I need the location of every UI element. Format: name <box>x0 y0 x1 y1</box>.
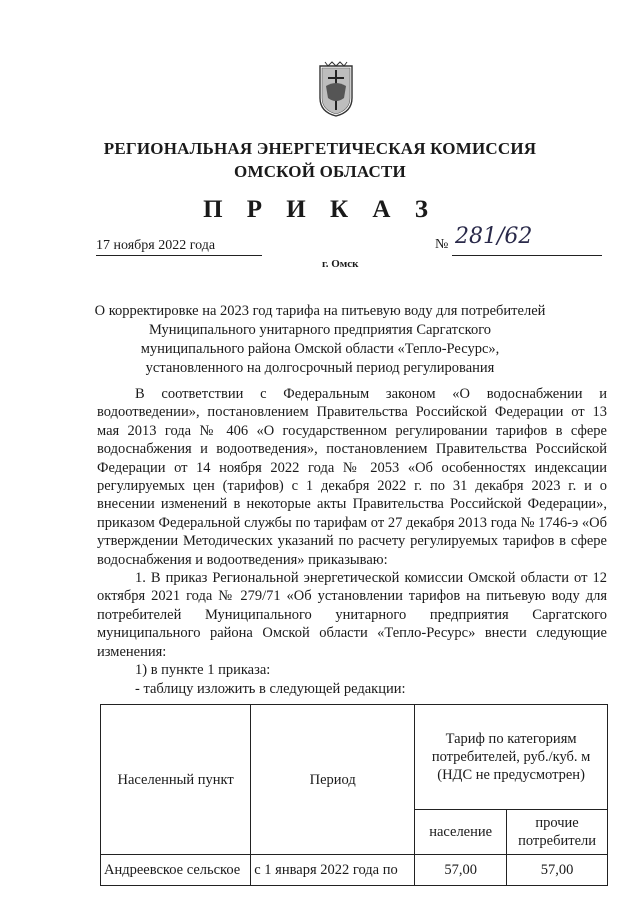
document-type: П Р И К А З <box>203 196 437 223</box>
paragraph-instruction: - таблицу изложить в следующей редакции: <box>135 680 406 697</box>
omsk-coat-of-arms-icon <box>318 60 354 118</box>
header-period: Период <box>251 705 415 855</box>
document-date: 17 ноября 2022 года <box>96 238 216 253</box>
subject-line: муниципального района Омской области «Тепло-Ресурс», <box>140 341 500 357</box>
cell-other: 57,00 <box>507 855 608 886</box>
number-label: № <box>435 237 449 252</box>
paragraph-subitem: 1) в пункте 1 приказа: <box>135 662 271 679</box>
table-row <box>101 855 608 886</box>
org-title-line2: ОМСКОЙ ОБЛАСТИ <box>234 162 406 181</box>
header-tariff: Тариф по категориям потребителей, руб./куб. м (НДС не предусмотрен) <box>415 705 608 810</box>
document-body <box>97 385 607 698</box>
tariff-table <box>100 704 608 886</box>
document-subject <box>0 302 640 378</box>
org-title-line1: РЕГИОНАЛЬНАЯ ЭНЕРГЕТИЧЕСКАЯ КОМИССИЯ <box>103 139 537 158</box>
cell-period: с 1 января 2022 года по <box>251 855 415 886</box>
number-underline <box>452 255 602 256</box>
header-other: прочие потребители <box>507 810 608 855</box>
cell-settlement: Андреевское сельское <box>101 855 251 886</box>
header-settlement: Населенный пункт <box>101 705 251 855</box>
document-number: 281/62 <box>455 224 533 249</box>
subject-line: О корректировке на 2023 год тарифа на питьевую воду для потребителей <box>94 303 546 319</box>
date-underline <box>96 255 262 256</box>
header-population: население <box>415 810 507 855</box>
paragraph-preamble: В соответствии с Федеральным законом «О водоснабжении и водоотведении», постановлением Правительства Российской Федерации от 13 мая 2013 года № 406 «О государственном регулировании тарифов в сфере водоснабжения и водоотведения», постановлением Правительства Российской Федерации от 14 ноября 2022 года № 2053 «Об особенностях индексации регулируемых цен (тарифов) с 1 декабря 2022 г. по 31 декабря 2023 г. и о внесении изменений в некоторые акты Правительства Российской Федерации», приказом Федеральной службы по тарифам от 27 декабря 2013 года № 1746-э «Об утверждении Методических указаний по расчету регулируемых тарифов в сфере водоснабжения и водоотведения» приказываю: <box>97 386 607 568</box>
city: г. Омск <box>322 258 359 270</box>
paragraph-item-1: 1. В приказ Региональной энергетической комиссии Омской области от 12 октября 2021 года № 279/71 «Об установлении тарифов на питьевую воду для потребителей Муниципального унитарного предприятия Саргатского муниципального района Омской области «Тепло-Ресурс» внести следующие изменения: <box>97 570 607 660</box>
subject-line: Муниципального унитарного предприятия Саргатского <box>148 322 492 338</box>
subject-line: установленного на долгосрочный период регулирования <box>145 360 495 376</box>
cell-population: 57,00 <box>415 855 507 886</box>
